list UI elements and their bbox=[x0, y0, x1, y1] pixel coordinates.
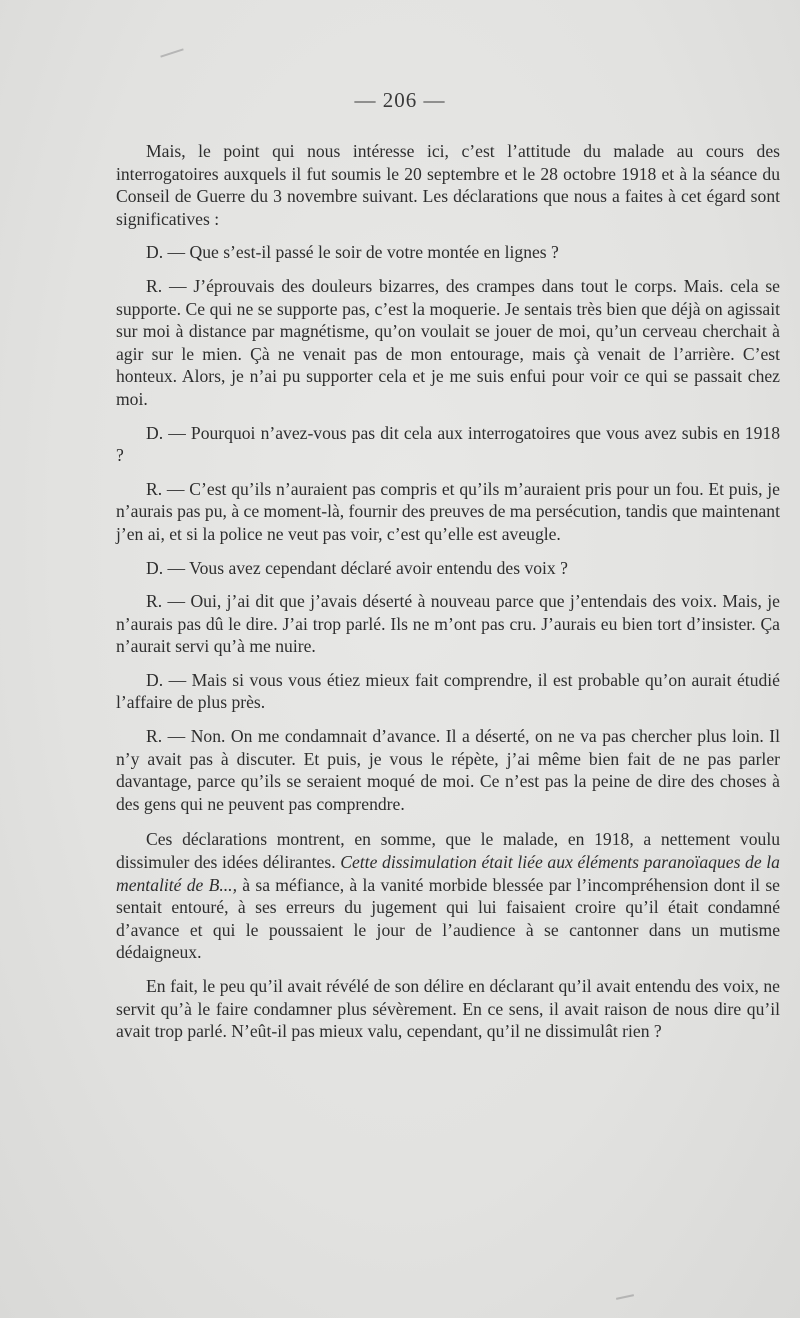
ink-mark-bottom bbox=[616, 1294, 634, 1300]
page-number: — 206 — bbox=[354, 88, 446, 112]
paragraph-final: En fait, le peu qu’il avait révélé de son délire en déclarant qu’il avait entendu des voix, ne servit qu’à le faire condamner plus sévèrement. En ce sens, il avait raison de nous dire qu’il avait trop parlé. N’eût-il pas mieux valu, cependant, qu’il ne dissimulât rien ? bbox=[116, 976, 780, 1042]
question-2: D. — Pourquoi n’avez-vous pas dit cela aux interrogatoires que vous avez subis en 1918 ? bbox=[116, 422, 780, 466]
question-1: D. — Que s’est-il passé le soir de votre montée en lignes ? bbox=[146, 242, 559, 263]
conclusion-end: à sa méfiance, à la vanité morbide blessée par l’incompréhension dont il se sentait entouré, à ses erreurs du jugement qui lui faisaient croire qu’il était condamné d’avance et qui le poussaient le jour de l’audience à se cantonner dans un mutisme dédaigneux. bbox=[116, 874, 780, 963]
text-body bbox=[116, 140, 780, 1043]
ink-mark-top bbox=[160, 48, 183, 57]
answer-3: R. — Oui, j’ai dit que j’avais déserté à nouveau parce que j’entendais des voix. Mais, je n’aurais pas dû le dire. J’ai trop parlé. Ils ne m’ont pas cru. J’aurais eu bien tort d’insister. Ça n’aurait servi qu’à me nuire. bbox=[116, 591, 780, 657]
conclusion-start: Ces déclarations montrent, en somme, que le malade, en 1918, a nettement voulu dissimuler des idées délirantes. bbox=[116, 829, 780, 873]
paragraph-intro: Mais, le point qui nous intéresse ici, c’est l’attitude du malade au cours des interrogatoires auxquels il fut soumis le 20 septembre et le 28 octobre 1918 et à la séance du Conseil de Guerre du 3 novembre suivant. Les déclarations que nous a faites à cet égard sont significatives : bbox=[116, 141, 780, 229]
answer-1: R. — J’éprouvais des douleurs bizarres, des crampes dans tout le corps. Mais. cela se supporte. Ce qui ne se supporte pas, c’est la moquerie. Je sentais très bien que déjà on agissait sur moi à distance par magnétisme, qu’on voulait se jouer de moi, qu’un cerveau cherchait à agir sur le mien. Çà ne venait pas de mon entourage, mais çà venait de l’arrière. C’est honteux. Alors, je n’ai pu supporter cela et je me suis enfui pour voir ce qui se passait chez moi. bbox=[116, 275, 780, 409]
question-4: D. — Mais si vous vous étiez mieux fait comprendre, il est probable qu’on aurait étudié l’affaire de plus près. bbox=[116, 669, 780, 713]
answer-2: R. — C’est qu’ils n’auraient pas compris et qu’ils m’auraient pris pour un fou. Et puis, je n’aurais pas pu, à ce moment-là, fournir des preuves de ma persécution, tandis que maintenant j’en ai, et si la police ne veut pas voir, c’est qu’elle est aveugle. bbox=[116, 478, 780, 544]
answer-4: R. — Non. On me condamnait d’avance. Il a déserté, on ne va pas chercher plus loin. Il n’y avait pas à discuter. Et puis, je vous le répète, j’ai même bien fait de ne pas parler davantage, parce qu’ils se seraient moqué de moi. Ce n’est pas la peine de dire des choses à des gens qui ne peuvent pas comprendre. bbox=[116, 726, 780, 814]
conclusion-italic: Cette dissimulation était liée aux éléments paranoïaques de la mentalité de B..., bbox=[116, 852, 780, 895]
paragraph-conclusion bbox=[116, 828, 780, 964]
question-3: D. — Vous avez cependant déclaré avoir entendu des voix ? bbox=[146, 557, 568, 578]
